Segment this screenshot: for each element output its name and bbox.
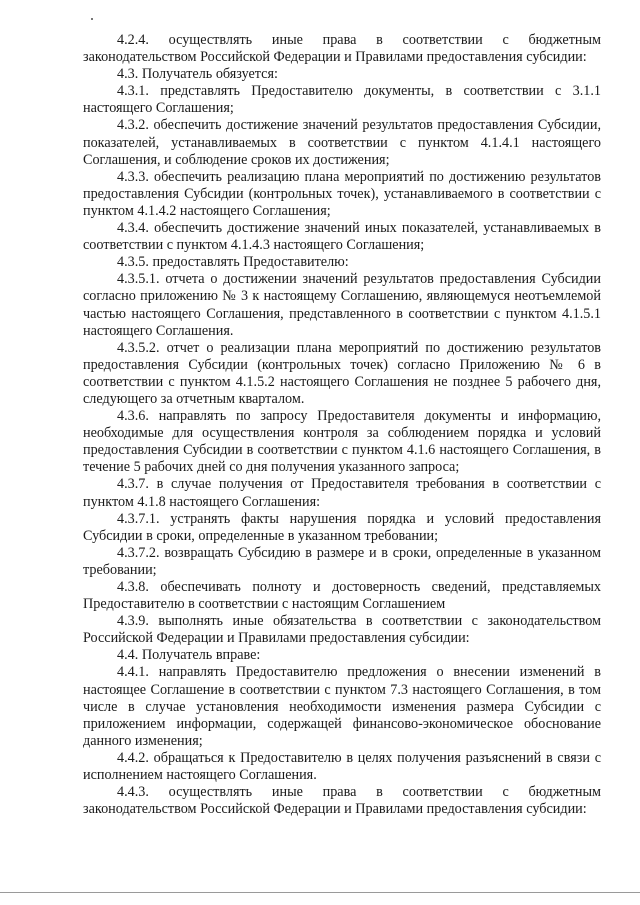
clause-4-2-4: 4.2.4. осуществлять иные права в соответствии с бюджетным законодательством Российской Федерации и Правилами предоставления субсидии: — [83, 32, 601, 66]
clause-4-3-7-2: 4.3.7.2. возвращать Субсидию в размере и в сроки, определенные в указанном требовании; — [83, 544, 601, 578]
clause-4-4-1: 4.4.1. направлять Предоставителю предложения о внесении изменений в настоящее Соглашение в соответствии с пунктом 7.3 настоящего Соглашения, в том числе в случае установления необходимости изменения размера Субсидии с приложением информации, содержащей финансово-экономическое обоснование данного изменения; — [83, 664, 601, 749]
clause-4-4-heading: 4.4. Получатель вправе: — [117, 647, 261, 664]
clause-4-3-2: 4.3.2. обеспечить достижение значений результатов предоставления Субсидии, показателей, устанавливаемых в соответствии с пунктом 4.1.4.1 настоящего Соглашения, и соблюдение сроков их достижения; — [83, 117, 601, 168]
clause-4-3-5: 4.3.5. предоставлять Предоставителю: — [117, 254, 349, 271]
clause-4-3-7-1: 4.3.7.1. устранять факты нарушения порядка и условий предоставления Субсидии в сроки, определенные в указанном требовании; — [83, 510, 601, 544]
clause-4-3-9: 4.3.9. выполнять иные обязательства в соответствии с законодательством Российской Федерации и Правилами предоставления субсидии: — [83, 613, 601, 647]
clause-4-3-1: 4.3.1. представлять Предоставителю документы, в соответствии с 3.1.1 настоящего Соглашения; — [83, 83, 601, 117]
document-body — [83, 32, 601, 818]
clause-4-3-5-2: 4.3.5.2. отчет о реализации плана мероприятий по достижению результатов предоставления Субсидии (контрольных точек) согласно Приложению № 6 в соответствии с пунктом 4.1.5.2 настоящего Соглашения не позднее 5 рабочего дня, следующего за отчетным кварталом. — [83, 339, 601, 407]
clause-4-3-6: 4.3.6. направлять по запросу Предоставителя документы и информацию, необходимые для осуществления контроля за соблюдением порядка и условий предоставления Субсидии в соответствии с пунктом 4.1.6 настоящего Соглашения, в течение 5 рабочих дней со дня получения указанного запроса; — [83, 408, 601, 476]
clause-4-3-5-1: 4.3.5.1. отчета о достижении значений результатов предоставления Субсидии согласно приложению № 3 к настоящему Соглашению, являющемуся неотъемлемой частью настоящего Соглашения, представленного в соответствии с пунктом 4.1.5.1 настоящего Соглашения. — [83, 271, 601, 339]
clause-4-3-8: 4.3.8. обеспечивать полноту и достоверность сведений, представляемых Предоставителю в соответствии с настоящим Соглашением — [83, 579, 601, 613]
scan-speck — [91, 18, 93, 20]
clause-4-3-heading: 4.3. Получатель обязуется: — [117, 66, 278, 83]
clause-4-4-3: 4.4.3. осуществлять иные права в соответствии с бюджетным законодательством Российской Федерации и Правилами предоставления субсидии: — [83, 784, 601, 818]
clause-4-3-4: 4.3.4. обеспечить достижение значений иных показателей, устанавливаемых в соответствии с пунктом 4.1.4.3 настоящего Соглашения; — [83, 220, 601, 254]
clause-4-3-7: 4.3.7. в случае получения от Предоставителя требования в соответствии с пунктом 4.1.8 настоящего Соглашения: — [83, 476, 601, 510]
clause-4-4-2: 4.4.2. обращаться к Предоставителю в целях получения разъяснений в связи с исполнением настоящего Соглашения. — [83, 749, 601, 784]
clause-4-3-3: 4.3.3. обеспечить реализацию плана мероприятий по достижению результатов предоставления Субсидии (контрольных точек), устанавливаемого в соответствии с пунктом 4.1.4.2 настоящего Соглашения; — [83, 168, 601, 219]
page-bottom-edge — [0, 892, 640, 893]
